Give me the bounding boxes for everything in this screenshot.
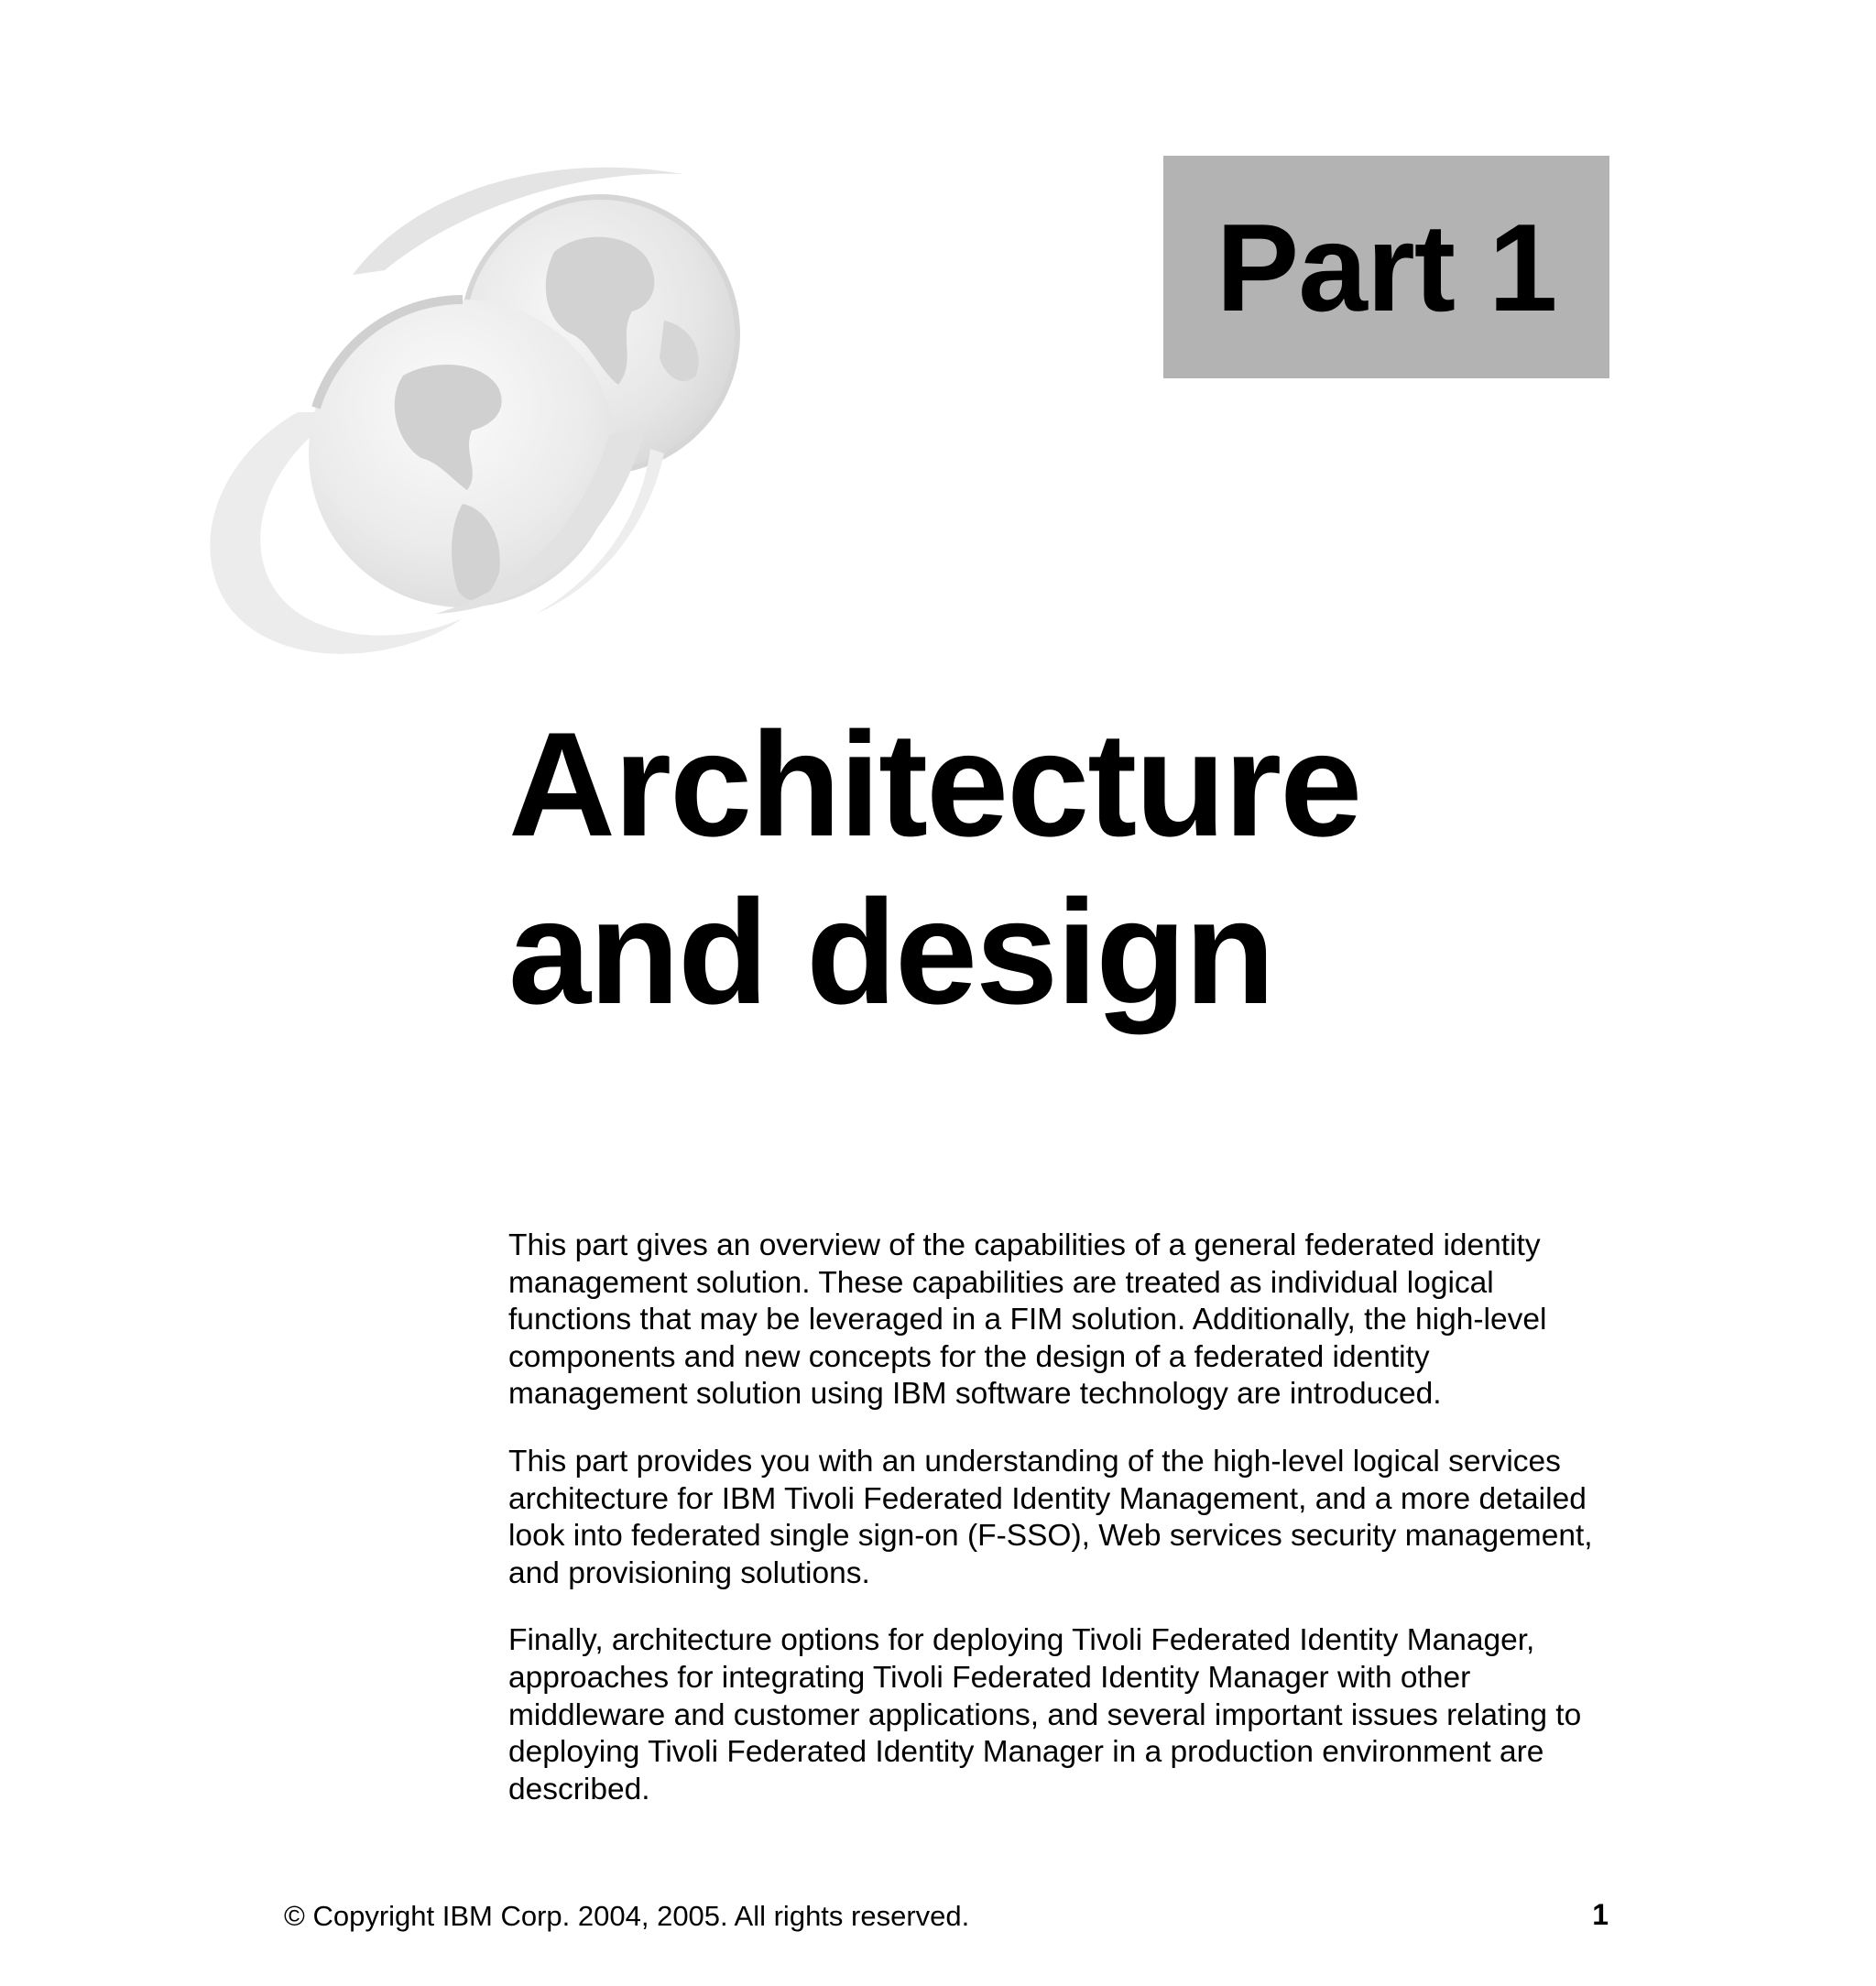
intro-paragraph-1: This part gives an overview of the capabilities of a general federated identity management solution. These capabilities are treated as individual logical functions that may be leveraged in a FIM solution. Additionally, the high-level components and new concepts for the design of a federated identity management solution using IBM software technology are introduced. <box>508 1228 1547 1412</box>
page-number: 1 <box>1592 1898 1609 1931</box>
globe-swirl-icon <box>188 151 829 678</box>
intro-paragraph-3: Finally, architecture options for deploying Tivoli Federated Identity Manager, approaches for integrating Tivoli Federated Identity Manager with other middleware and customer applications, and several important issues relating to deploying Tivoli Federated Identity Manager in a production environment are described. <box>508 1623 1582 1806</box>
part-label: Part 1 <box>1216 197 1557 337</box>
footer-copyright: © Copyright IBM Corp. 2004, 2005. All rights reserved. <box>284 1900 970 1932</box>
intro-text <box>508 1228 1617 1839</box>
part-title <box>508 701 1608 1036</box>
part-title-line-1: Architecture <box>508 702 1361 868</box>
part-title-line-2: and design <box>508 869 1274 1035</box>
intro-paragraph-2: This part provides you with an understanding of the high-level logical services architecture for IBM Tivoli Federated Identity Management, and a more detailed look into federated single sign-on (F-SSO), Web services security management, and provisioning solutions. <box>508 1444 1593 1590</box>
part-label-box <box>1163 156 1609 378</box>
